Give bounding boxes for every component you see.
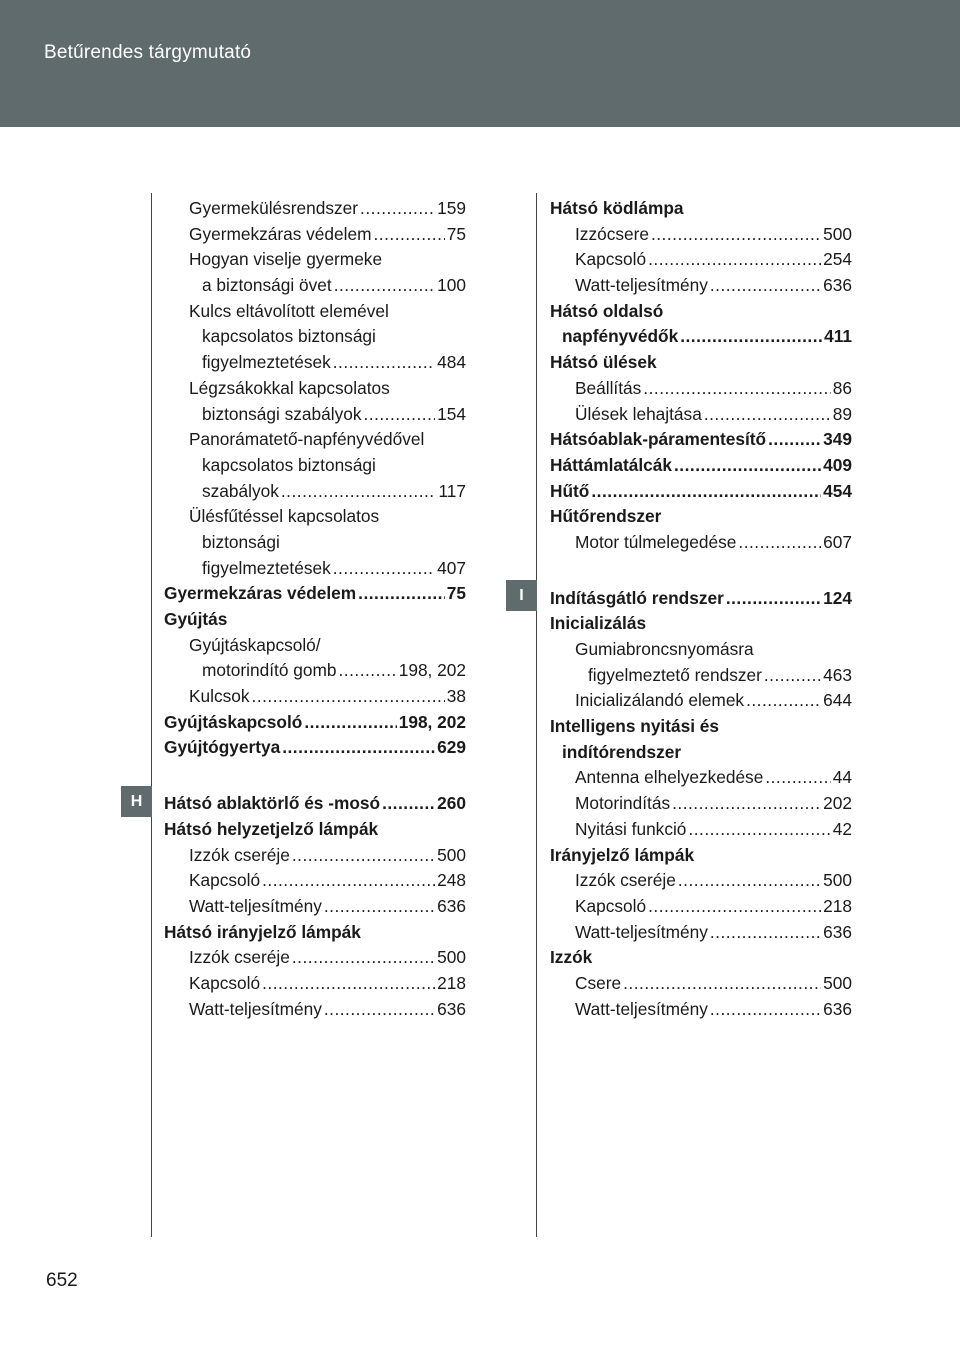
index-term: Gyermekzáras védelem bbox=[164, 583, 357, 604]
index-entry[interactable] bbox=[550, 663, 852, 689]
index-entry[interactable] bbox=[550, 920, 852, 946]
index-term: Hátsó ködlámpa bbox=[550, 198, 684, 218]
index-entry[interactable] bbox=[164, 684, 466, 710]
index-entry[interactable] bbox=[164, 581, 466, 607]
index-term: Watt-teljesítmény bbox=[189, 998, 322, 1019]
dot-leader bbox=[704, 402, 831, 428]
index-entry[interactable] bbox=[164, 997, 466, 1023]
index-page-ref[interactable]: 500 bbox=[823, 972, 852, 993]
index-page-ref[interactable]: 75 bbox=[446, 223, 466, 244]
index-term: Izzók cseréje bbox=[189, 947, 290, 968]
index-page-ref[interactable]: 349 bbox=[823, 429, 852, 450]
index-entry[interactable] bbox=[550, 530, 852, 556]
index-heading bbox=[164, 299, 466, 325]
index-term: Intelligens nyitási és bbox=[550, 716, 720, 737]
index-entry[interactable] bbox=[164, 843, 466, 869]
index-term: Izzócsere bbox=[575, 223, 649, 244]
index-page-ref[interactable]: 484 bbox=[437, 352, 466, 373]
dot-leader bbox=[262, 971, 435, 997]
index-entry[interactable] bbox=[164, 479, 466, 505]
dot-leader bbox=[262, 868, 435, 894]
index-entry[interactable] bbox=[550, 273, 852, 299]
index-term: Irányjelző lámpák bbox=[550, 844, 695, 865]
dot-leader bbox=[710, 997, 821, 1023]
index-term: Háttámlatálcák bbox=[550, 454, 672, 475]
index-page-ref[interactable]: 636 bbox=[437, 998, 466, 1019]
index-entry[interactable] bbox=[550, 971, 852, 997]
index-heading bbox=[164, 427, 466, 453]
dot-leader bbox=[764, 663, 821, 689]
index-term: Watt-teljesítmény bbox=[189, 895, 322, 916]
index-term: napfényvédők bbox=[562, 326, 679, 347]
index-term: Csere bbox=[575, 972, 622, 993]
index-term: Motorindítás bbox=[575, 793, 671, 814]
index-page-ref[interactable]: 636 bbox=[823, 998, 852, 1019]
index-entry[interactable] bbox=[550, 791, 852, 817]
section-tab-i[interactable]: I bbox=[506, 580, 537, 611]
section-tab-h[interactable]: H bbox=[121, 786, 152, 817]
index-page-ref[interactable]: 100 bbox=[437, 275, 466, 296]
index-term: figyelmeztetések bbox=[202, 352, 331, 373]
index-term: Watt-teljesítmény bbox=[575, 921, 708, 942]
index-page-ref[interactable]: 89 bbox=[832, 403, 852, 424]
index-page-ref[interactable]: 38 bbox=[446, 686, 466, 707]
index-page-ref[interactable]: 500 bbox=[823, 223, 852, 244]
index-entry[interactable] bbox=[550, 997, 852, 1023]
index-entry[interactable] bbox=[550, 894, 852, 920]
index-page-ref[interactable]: 454 bbox=[823, 480, 852, 501]
index-heading bbox=[550, 611, 852, 637]
index-page-ref[interactable]: 124 bbox=[823, 587, 852, 608]
index-page-ref[interactable]: 500 bbox=[437, 947, 466, 968]
dot-leader bbox=[292, 945, 435, 971]
index-entry[interactable] bbox=[550, 817, 852, 843]
index-heading bbox=[164, 920, 466, 946]
index-entry[interactable] bbox=[164, 710, 466, 736]
dot-leader bbox=[334, 273, 435, 299]
dot-leader bbox=[768, 427, 821, 453]
index-page-ref[interactable]: 159 bbox=[437, 198, 466, 218]
index-page-ref[interactable]: 636 bbox=[823, 275, 852, 296]
index-page-ref[interactable]: 411 bbox=[824, 326, 852, 347]
index-term: biztonsági szabályok bbox=[202, 403, 362, 424]
index-page-ref[interactable]: 407 bbox=[437, 557, 466, 578]
index-heading bbox=[550, 843, 852, 869]
dot-leader bbox=[382, 791, 435, 817]
dot-leader bbox=[672, 791, 821, 817]
index-column-right bbox=[550, 196, 852, 1022]
column-divider-middle bbox=[536, 193, 537, 1237]
dot-leader bbox=[623, 971, 821, 997]
index-term: Gyermekzáras védelem bbox=[189, 223, 372, 244]
index-term: Gyújtáskapcsoló/ bbox=[189, 634, 321, 655]
index-page-ref[interactable]: 75 bbox=[446, 583, 466, 604]
index-term: Hűtőrendszer bbox=[550, 506, 662, 527]
dot-leader bbox=[726, 586, 821, 612]
index-term: Légzsákokkal kapcsolatos bbox=[189, 377, 390, 398]
index-page-ref[interactable]: 218 bbox=[437, 972, 466, 993]
dot-leader bbox=[651, 222, 821, 248]
dot-leader bbox=[591, 479, 821, 505]
dot-leader bbox=[643, 376, 830, 402]
index-term: Hátsó irányjelző lámpák bbox=[164, 921, 361, 942]
index-heading bbox=[550, 350, 852, 376]
index-page-ref[interactable]: 248 bbox=[437, 870, 466, 891]
index-heading bbox=[550, 196, 852, 222]
header-title: Betűrendes tárgymutató bbox=[44, 42, 252, 63]
index-heading bbox=[164, 453, 466, 479]
index-term: Hátsó ülések bbox=[550, 352, 657, 373]
dot-leader bbox=[648, 247, 821, 273]
index-page-ref[interactable]: 44 bbox=[832, 767, 852, 788]
page-header bbox=[0, 0, 960, 127]
dot-leader bbox=[678, 868, 821, 894]
index-page-ref[interactable]: 644 bbox=[823, 690, 852, 711]
index-term: indítórendszer bbox=[562, 741, 682, 762]
index-entry[interactable] bbox=[164, 556, 466, 582]
index-term: figyelmeztető rendszer bbox=[588, 664, 762, 685]
index-entry[interactable] bbox=[550, 376, 852, 402]
index-entry[interactable] bbox=[550, 324, 852, 350]
index-entry[interactable] bbox=[164, 945, 466, 971]
index-page-ref[interactable]: 607 bbox=[823, 531, 852, 552]
dot-leader bbox=[710, 273, 821, 299]
index-heading bbox=[164, 607, 466, 633]
dot-leader bbox=[363, 402, 435, 428]
index-page-ref[interactable]: 117 bbox=[438, 480, 466, 501]
index-term: Hátsó helyzetjelző lámpák bbox=[164, 818, 379, 839]
column-divider-left bbox=[151, 193, 152, 1237]
index-page-ref[interactable]: 154 bbox=[437, 403, 466, 424]
dot-leader bbox=[738, 530, 821, 556]
index-entry[interactable] bbox=[164, 273, 466, 299]
dot-leader bbox=[338, 658, 396, 684]
index-heading bbox=[550, 945, 852, 971]
index-term: Gyújtás bbox=[164, 609, 228, 629]
index-entry[interactable] bbox=[550, 868, 852, 894]
index-entry[interactable] bbox=[550, 688, 852, 714]
dot-leader bbox=[648, 894, 821, 920]
index-term: Hátsó oldalsó bbox=[550, 300, 664, 321]
index-term: Watt-teljesítmény bbox=[575, 998, 708, 1019]
dot-leader bbox=[746, 688, 821, 714]
index-heading bbox=[164, 504, 466, 530]
index-term: figyelmeztetések bbox=[202, 557, 331, 578]
index-term: Gyújtógyertya bbox=[164, 737, 281, 758]
index-page-ref[interactable]: 629 bbox=[437, 737, 466, 758]
index-term: Nyitási funkció bbox=[575, 818, 687, 839]
index-term: Kapcsoló bbox=[575, 895, 647, 916]
index-page-ref[interactable]: 86 bbox=[832, 377, 852, 398]
index-entry[interactable] bbox=[164, 222, 466, 248]
index-term: Izzók cseréje bbox=[575, 870, 676, 891]
dot-leader bbox=[688, 817, 830, 843]
dot-leader bbox=[373, 222, 444, 248]
dot-leader bbox=[333, 556, 435, 582]
index-term: Panorámatető-napfényvédővel bbox=[189, 429, 425, 450]
index-heading bbox=[550, 637, 852, 663]
index-term: Kulcs eltávolított elemével bbox=[189, 300, 389, 321]
index-term: Hátsó ablaktörlő és -mosó bbox=[164, 793, 381, 814]
index-term: kapcsolatos biztonsági bbox=[202, 326, 376, 347]
index-term: Hátsóablak-páramentesítő bbox=[550, 429, 767, 450]
section-gap bbox=[550, 556, 852, 586]
index-term: Watt-teljesítmény bbox=[575, 275, 708, 296]
index-page-ref[interactable]: 218 bbox=[823, 895, 852, 916]
index-entry[interactable] bbox=[550, 402, 852, 428]
index-entry[interactable] bbox=[164, 402, 466, 428]
index-heading bbox=[550, 504, 852, 530]
index-term: Inicializálandó elemek bbox=[575, 690, 745, 711]
index-term: Hogyan viselje gyermeke bbox=[189, 249, 383, 270]
index-page-ref[interactable]: 260 bbox=[437, 793, 466, 814]
index-term: Ülésfűtéssel kapcsolatos bbox=[189, 506, 380, 527]
index-page-ref[interactable]: 500 bbox=[437, 844, 466, 865]
index-entry[interactable] bbox=[164, 196, 466, 222]
index-heading bbox=[550, 740, 852, 766]
index-term: motorindító gomb bbox=[202, 660, 337, 681]
index-entry[interactable] bbox=[164, 658, 466, 684]
index-entry[interactable] bbox=[550, 427, 852, 453]
index-entry[interactable] bbox=[550, 765, 852, 791]
index-term: Kulcsok bbox=[189, 686, 250, 707]
index-entry[interactable] bbox=[164, 971, 466, 997]
dot-leader bbox=[674, 453, 821, 479]
index-term: Gyermekülésrendszer bbox=[189, 198, 359, 218]
page-number: 652 bbox=[46, 1270, 78, 1291]
index-term: Hűtő bbox=[550, 480, 590, 501]
index-heading bbox=[164, 376, 466, 402]
index-page-ref[interactable]: 198, 202 bbox=[398, 660, 466, 681]
index-entry[interactable] bbox=[164, 350, 466, 376]
index-page-ref[interactable]: 636 bbox=[437, 895, 466, 916]
index-heading bbox=[550, 299, 852, 325]
index-page-ref[interactable]: 42 bbox=[832, 818, 852, 839]
dot-leader bbox=[304, 710, 396, 736]
dot-leader bbox=[765, 765, 830, 791]
dot-leader bbox=[292, 843, 435, 869]
dot-leader bbox=[282, 735, 435, 761]
index-term: kapcsolatos biztonsági bbox=[202, 454, 376, 475]
index-entry[interactable] bbox=[164, 868, 466, 894]
index-heading bbox=[164, 247, 466, 273]
index-term: a biztonsági övet bbox=[202, 275, 332, 296]
index-entry[interactable] bbox=[164, 894, 466, 920]
index-entry[interactable] bbox=[164, 791, 466, 817]
index-page-ref[interactable]: 409 bbox=[823, 454, 852, 475]
index-heading bbox=[164, 530, 466, 556]
index-term: Indításgátló rendszer bbox=[550, 587, 724, 608]
section-gap bbox=[164, 761, 466, 791]
index-heading bbox=[550, 714, 852, 740]
index-page-ref[interactable]: 500 bbox=[823, 870, 852, 891]
index-term: Kapcsoló bbox=[189, 870, 261, 891]
index-term: Beállítás bbox=[575, 377, 642, 398]
index-term: biztonsági bbox=[202, 531, 280, 552]
dot-leader bbox=[360, 196, 435, 222]
index-entry[interactable] bbox=[550, 453, 852, 479]
index-term: Gumiabroncsnyomásra bbox=[575, 639, 754, 659]
index-heading bbox=[164, 324, 466, 350]
index-term: Kapcsoló bbox=[575, 249, 647, 270]
index-term: Motor túlmelegedése bbox=[575, 531, 737, 552]
dot-leader bbox=[680, 324, 822, 350]
index-entry[interactable] bbox=[164, 735, 466, 761]
index-heading bbox=[164, 633, 466, 659]
dot-leader bbox=[333, 350, 435, 376]
index-term: Ülések lehajtása bbox=[575, 403, 702, 424]
dot-leader bbox=[358, 581, 445, 607]
index-term: Antenna elhelyezkedése bbox=[575, 767, 764, 788]
index-term: Inicializálás bbox=[550, 613, 647, 634]
index-entry[interactable] bbox=[550, 479, 852, 505]
index-page-ref[interactable]: 198, 202 bbox=[398, 711, 466, 732]
index-page-ref[interactable]: 463 bbox=[823, 664, 852, 685]
index-page-ref[interactable]: 254 bbox=[823, 249, 852, 270]
index-term: Izzók bbox=[550, 947, 593, 968]
index-term: Izzók cseréje bbox=[189, 844, 290, 865]
index-entry[interactable] bbox=[550, 222, 852, 248]
index-page-ref[interactable]: 202 bbox=[823, 793, 852, 814]
index-column-left bbox=[164, 196, 466, 1022]
index-entry[interactable] bbox=[550, 247, 852, 273]
dot-leader bbox=[324, 894, 435, 920]
index-term: Kapcsoló bbox=[189, 972, 261, 993]
index-term: szabályok bbox=[202, 480, 279, 501]
index-heading bbox=[164, 817, 466, 843]
index-page-ref[interactable]: 636 bbox=[823, 921, 852, 942]
index-term: Gyújtáskapcsoló bbox=[164, 711, 303, 732]
dot-leader bbox=[281, 479, 437, 505]
dot-leader bbox=[710, 920, 821, 946]
index-entry[interactable] bbox=[550, 586, 852, 612]
dot-leader bbox=[252, 684, 445, 710]
dot-leader bbox=[324, 997, 435, 1023]
